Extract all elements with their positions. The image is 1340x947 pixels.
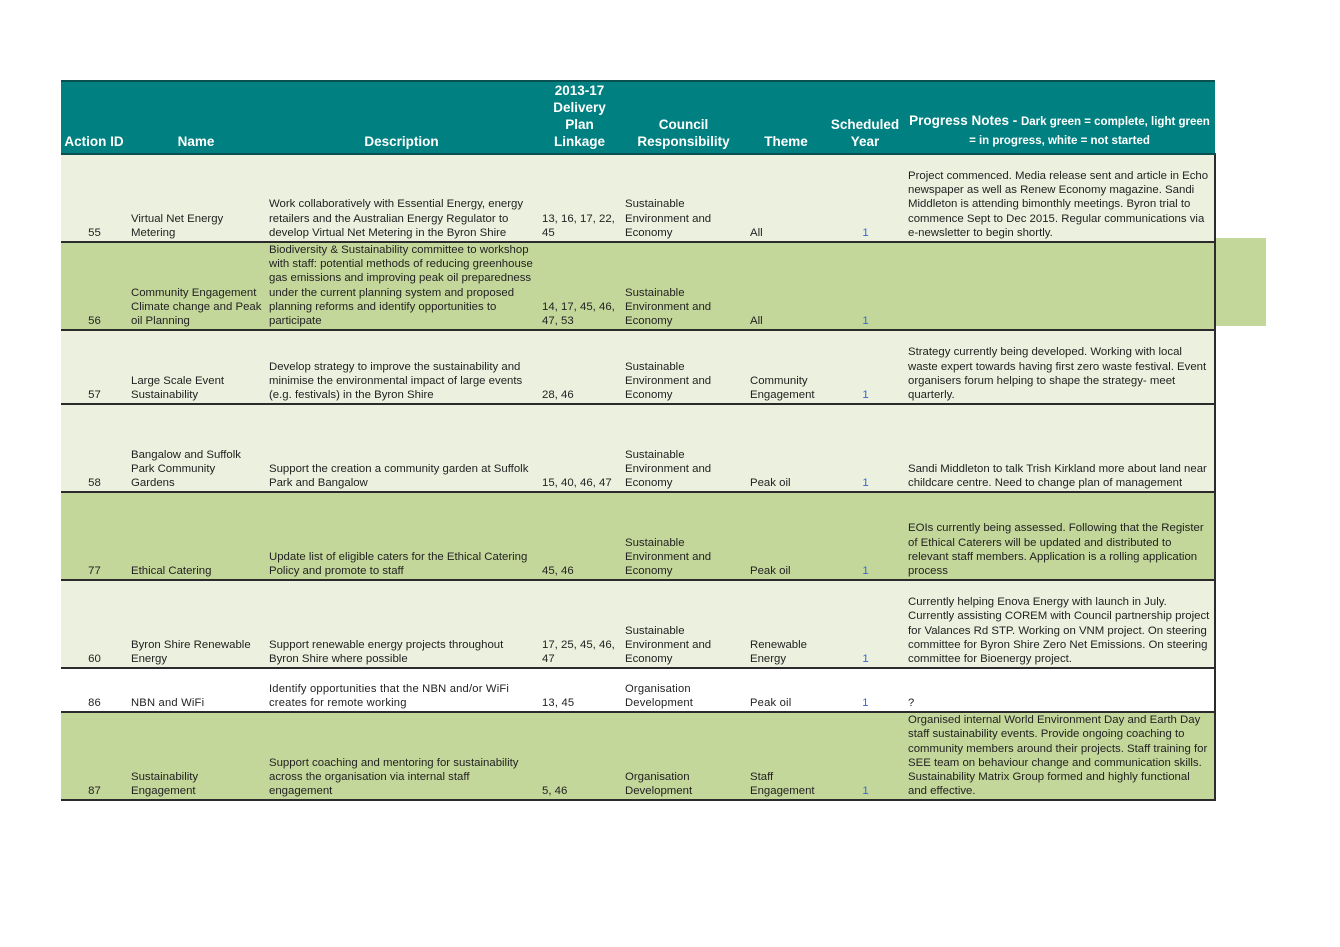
cell-action-id: 77 — [61, 492, 127, 580]
cell-theme: Peak oil — [746, 668, 826, 712]
cell-name: Sustainability Engagement — [127, 712, 265, 800]
table-row — [61, 242, 1215, 330]
cell-linkage: 45, 46 — [538, 492, 621, 580]
cell-name: NBN and WiFi — [127, 668, 265, 712]
cell-council: Organisation Development — [621, 668, 746, 712]
table-row — [61, 668, 1215, 712]
cell-year: 1 — [826, 154, 904, 242]
cell-theme: Renewable Energy — [746, 580, 826, 668]
cell-description: Identify opportunities that the NBN and/or WiFi creates for remote working — [265, 668, 538, 712]
overflow-highlight-cell — [1215, 238, 1266, 326]
cell-theme: All — [746, 154, 826, 242]
cell-theme: All — [746, 242, 826, 330]
cell-year: 1 — [826, 668, 904, 712]
cell-notes: Project commenced. Media release sent and article in Echo newspaper as well as Renew Economy magazine. Sandi Middleton is attending bimonthly meetings. Byron trial to commence Sept to Dec 2015. Regular communications via e-newsletter to begin shortly. — [904, 154, 1215, 242]
cell-linkage: 13, 45 — [538, 668, 621, 712]
header-council: Council Responsibility — [621, 81, 746, 154]
header-row — [61, 81, 1215, 154]
cell-name: Large Scale Event Sustainability — [127, 330, 265, 404]
cell-year: 1 — [826, 404, 904, 492]
cell-year: 1 — [826, 492, 904, 580]
header-linkage: 2013-17 Delivery Plan Linkage — [538, 81, 621, 154]
cell-description: Support the creation a community garden at Suffolk Park and Bangalow — [265, 404, 538, 492]
cell-linkage: 13, 16, 17, 22, 45 — [538, 154, 621, 242]
cell-council: Sustainable Environment and Economy — [621, 492, 746, 580]
cell-name: Byron Shire Renewable Energy — [127, 580, 265, 668]
cell-council: Sustainable Environment and Economy — [621, 330, 746, 404]
cell-theme: Peak oil — [746, 404, 826, 492]
cell-notes: ? — [904, 668, 1215, 712]
header-name: Name — [127, 81, 265, 154]
cell-action-id: 58 — [61, 404, 127, 492]
header-year: Scheduled Year — [826, 81, 904, 154]
table-row — [61, 580, 1215, 668]
cell-action-id: 56 — [61, 242, 127, 330]
cell-notes: Currently helping Enova Energy with launch in July. Currently assisting COREM with Council partnership project for Valances Rd STP. Working on VNM project. On steering committee for Byron Shire Zero Net Emissions. On steering committee for Bioenergy project. — [904, 580, 1215, 668]
cell-council: Sustainable Environment and Economy — [621, 154, 746, 242]
cell-year: 1 — [826, 580, 904, 668]
cell-description: Develop strategy to improve the sustainability and minimise the environmental impact of large events (e.g. festivals) in the Byron Shire — [265, 330, 538, 404]
header-theme: Theme — [746, 81, 826, 154]
cell-notes: Sandi Middleton to talk Trish Kirkland more about land near childcare centre. Need to change plan of management — [904, 404, 1215, 492]
cell-theme: Peak oil — [746, 492, 826, 580]
cell-notes: Organised internal World Environment Day and Earth Day staff sustainability events. Provide ongoing coaching to community members around their projects. Staff training for SEE team on behaviour change and communication skills. Sustainability Matrix Group formed and highly functional and effective. — [904, 712, 1215, 800]
table-row — [61, 492, 1215, 580]
cell-action-id: 60 — [61, 580, 127, 668]
table-row — [61, 404, 1215, 492]
cell-council: Sustainable Environment and Economy — [621, 580, 746, 668]
cell-notes: EOIs currently being assessed. Following that the Register of Ethical Caterers will be updated and distributed to relevant staff members. Application is a rolling application process — [904, 492, 1215, 580]
header-progress-notes — [904, 81, 1215, 154]
header-description: Description — [265, 81, 538, 154]
table-row — [61, 712, 1215, 800]
cell-council: Sustainable Environment and Economy — [621, 404, 746, 492]
header-notes-title: Progress Notes - — [909, 113, 1021, 128]
cell-theme: Staff Engagement — [746, 712, 826, 800]
action-plan-table-container — [61, 80, 1215, 801]
cell-description: Update list of eligible caters for the Ethical Catering Policy and promote to staff — [265, 492, 538, 580]
cell-linkage: 28, 46 — [538, 330, 621, 404]
cell-description: Biodiversity & Sustainability committee to workshop with staff: potential methods of reducing greenhouse gas emissions and improving peak oil preparedness under the current planning system and proposed planning reforms and identify opportunities to participate — [265, 242, 538, 330]
cell-linkage: 15, 40, 46, 47 — [538, 404, 621, 492]
cell-year: 1 — [826, 712, 904, 800]
cell-council: Organisation Development — [621, 712, 746, 800]
cell-theme: Community Engagement — [746, 330, 826, 404]
cell-name: Virtual Net Energy Metering — [127, 154, 265, 242]
header-action-id: Action ID — [61, 81, 127, 154]
table-row — [61, 154, 1215, 242]
cell-linkage: 5, 46 — [538, 712, 621, 800]
cell-action-id: 55 — [61, 154, 127, 242]
cell-year: 1 — [826, 242, 904, 330]
cell-action-id: 86 — [61, 668, 127, 712]
cell-year: 1 — [826, 330, 904, 404]
cell-name: Community Engagement Climate change and Peak oil Planning — [127, 242, 265, 330]
cell-linkage: 17, 25, 45, 46, 47 — [538, 580, 621, 668]
cell-action-id: 57 — [61, 330, 127, 404]
cell-notes — [904, 242, 1215, 330]
cell-council: Sustainable Environment and Economy — [621, 242, 746, 330]
cell-name: Ethical Catering — [127, 492, 265, 580]
cell-description: Support coaching and mentoring for sustainability across the organisation via internal staff engagement — [265, 712, 538, 800]
header-notes-legend: Dark green = complete, light green = in progress, white = not started — [969, 116, 1210, 147]
cell-linkage: 14, 17, 45, 46, 47, 53 — [538, 242, 621, 330]
cell-description: Support renewable energy projects throughout Byron Shire where possible — [265, 580, 538, 668]
cell-notes: Strategy currently being developed. Working with local waste expert towards having first zero waste festival. Event organisers forum helping to shape the strategy- meet quarterly. — [904, 330, 1215, 404]
action-plan-table — [61, 80, 1216, 801]
cell-name: Bangalow and Suffolk Park Community Gardens — [127, 404, 265, 492]
table-row — [61, 330, 1215, 404]
cell-description: Work collaboratively with Essential Energy, energy retailers and the Australian Energy Regulator to develop Virtual Net Metering in the Byron Shire — [265, 154, 538, 242]
cell-action-id: 87 — [61, 712, 127, 800]
